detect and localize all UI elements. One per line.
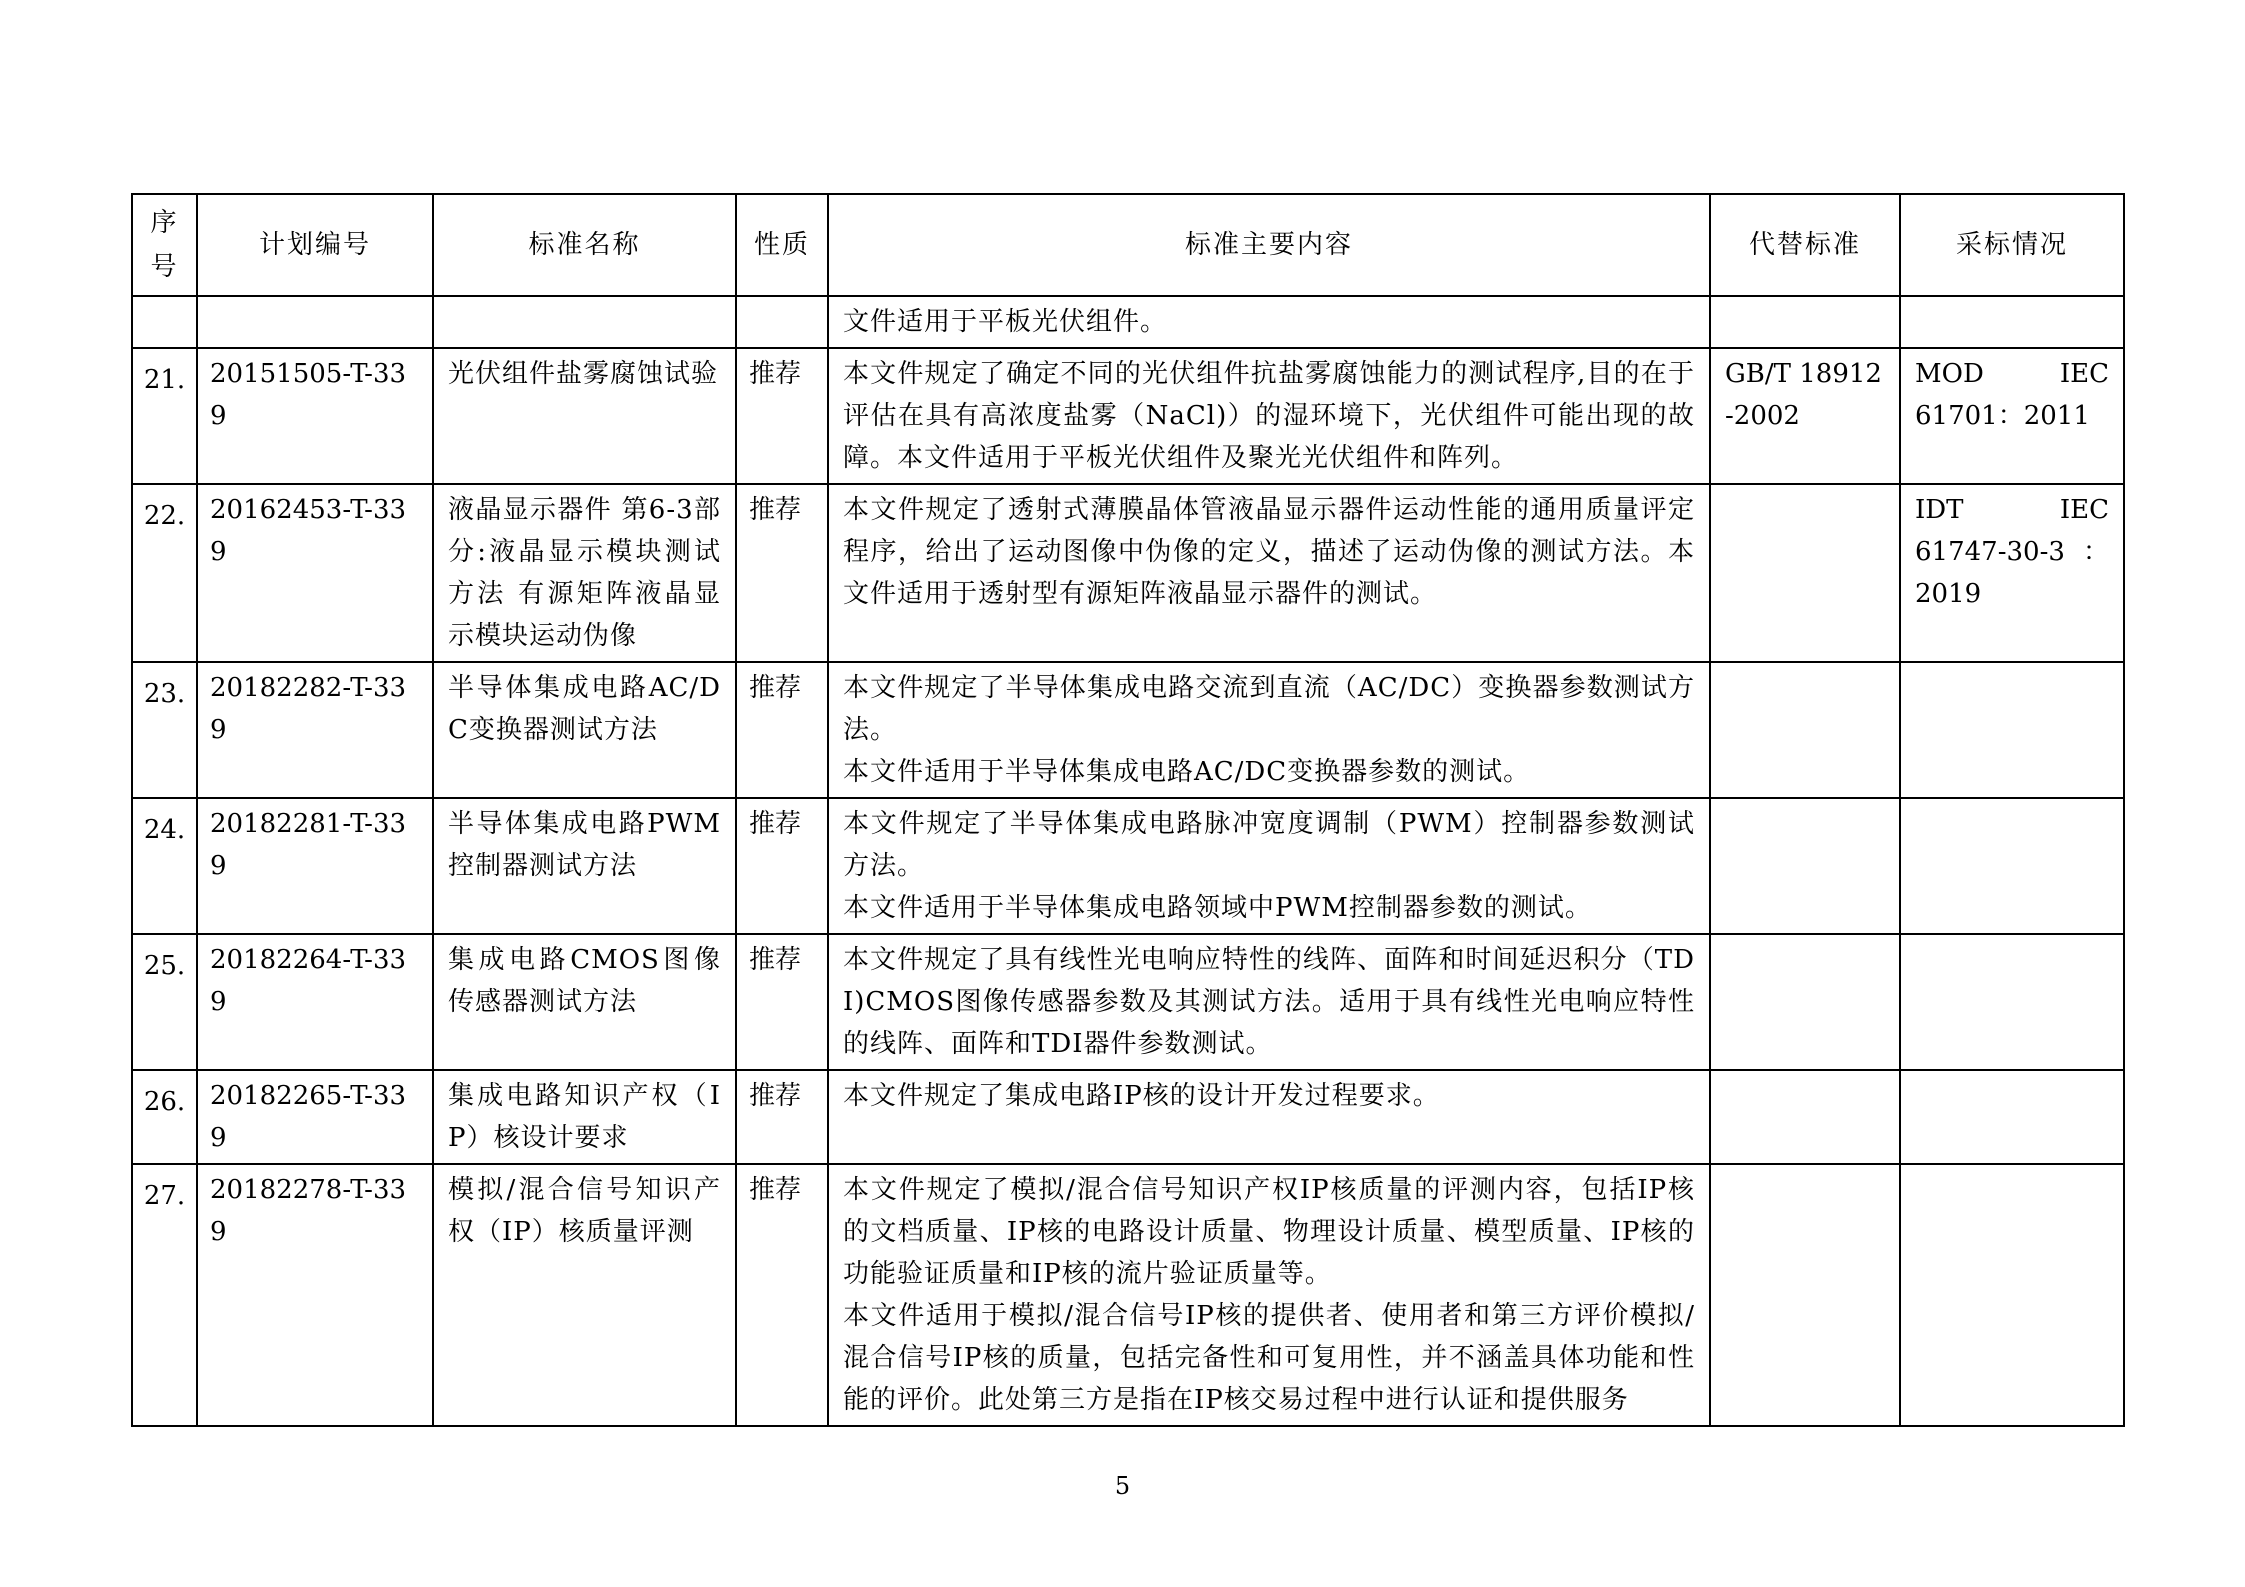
plan-number-cell: 20182278-T-339 — [197, 1164, 433, 1426]
header-nature: 性质 — [736, 194, 828, 296]
plan-number-cell: 20162453-T-339 — [197, 484, 433, 662]
content-paragraph: 本文件规定了模拟/混合信号知识产权IP核质量的评测内容，包括IP核的文档质量、IP核的电路设计质量、物理设计质量、模型质量、IP核的功能验证质量和IP核的流片验证质量等。 — [843, 1175, 1695, 1289]
main-content-cell: 本文件规定了集成电路IP核的设计开发过程要求。 — [828, 1070, 1710, 1164]
content-cell: 文件适用于平板光伏组件。 — [828, 296, 1710, 348]
table-row-continuation — [132, 296, 2124, 348]
plan-number-cell: 20182282-T-339 — [197, 662, 433, 798]
main-content-cell: 本文件规定了具有线性光电响应特性的线阵、面阵和时间延迟积分（TDI)CMOS图像传感器参数及其测试方法。适用于具有线性光电响应特性的线阵、面阵和TDI器件参数测试。 — [828, 934, 1710, 1070]
name-cell — [433, 296, 736, 348]
adoption-cell — [1900, 934, 2124, 1070]
replaced-standard-cell: GB/T 18912-2002 — [1710, 348, 1900, 484]
nature-cell: 推荐 — [736, 1070, 828, 1164]
header-adoption-status: 采标情况 — [1900, 194, 2124, 296]
plan-number-cell: 20151505-T-339 — [197, 348, 433, 484]
adoption-cell — [1900, 798, 2124, 934]
main-content-cell — [828, 798, 1710, 934]
seq-cell: 24. — [132, 798, 197, 934]
adoption-line-1 — [1915, 353, 2109, 395]
adoption-line-2 — [1915, 531, 2109, 573]
replaced-standard-cell — [1710, 934, 1900, 1070]
content-paragraph: 本文件规定了半导体集成电路脉冲宽度调制（PWM）控制器参数测试方法。 — [843, 809, 1695, 881]
table-row — [132, 798, 2124, 934]
adoption-org: IEC — [2059, 359, 2109, 389]
seq-cell — [132, 296, 197, 348]
adoption-cell — [1900, 1164, 2124, 1426]
main-content-cell: 本文件规定了透射式薄膜晶体管液晶显示器件运动性能的通用质量评定程序，给出了运动图像中伪像的定义，描述了运动伪像的测试方法。本文件适用于透射型有源矩阵液晶显示器件的测试。 — [828, 484, 1710, 662]
standard-name-cell: 液晶显示器件 第6-3部分:液晶显示模块测试方法 有源矩阵液晶显示模块运动伪像 — [433, 484, 736, 662]
seq-cell: 26. — [132, 1070, 197, 1164]
standard-name-cell: 集成电路知识产权（IP）核设计要求 — [433, 1070, 736, 1164]
adoption-code: 61747-30-3 — [1915, 537, 2065, 567]
standard-name-cell: 光伏组件盐雾腐蚀试验 — [433, 348, 736, 484]
header-seq: 序号 — [132, 194, 197, 296]
nature-cell: 推荐 — [736, 934, 828, 1070]
plan-cell — [197, 296, 433, 348]
replaced-standard-cell — [1710, 484, 1900, 662]
adopt-cell — [1900, 296, 2124, 348]
adoption-org: IEC — [2059, 495, 2109, 525]
standard-name-cell: 半导体集成电路PWM控制器测试方法 — [433, 798, 736, 934]
content-paragraph: 本文件规定了半导体集成电路交流到直流（AC/DC）变换器参数测试方法。 — [843, 673, 1695, 745]
plan-number-cell: 20182265-T-339 — [197, 1070, 433, 1164]
main-content-cell: 本文件规定了确定不同的光伏组件抗盐雾腐蚀能力的测试程序,目的在于评估在具有高浓度盐雾（NaCl)）的湿环境下，光伏组件可能出现的故障。本文件适用于平板光伏组件及聚光光伏组件和阵列。 — [828, 348, 1710, 484]
table-header-row — [132, 194, 2124, 296]
page-number: 5 — [1114, 1472, 1131, 1500]
replaced-standard-cell — [1710, 798, 1900, 934]
main-content-cell — [828, 662, 1710, 798]
replaced-standard-cell — [1710, 1164, 1900, 1426]
nature-cell: 推荐 — [736, 798, 828, 934]
table-row — [132, 348, 2124, 484]
header-plan-number: 计划编号 — [197, 194, 433, 296]
nature-cell: 推荐 — [736, 348, 828, 484]
adoption-year: 2019 — [1915, 579, 1982, 609]
header-replaced-standard: 代替标准 — [1710, 194, 1900, 296]
replace-cell — [1710, 296, 1900, 348]
table-row — [132, 1070, 2124, 1164]
nature-cell: 推荐 — [736, 484, 828, 662]
nature-cell — [736, 296, 828, 348]
table-row — [132, 934, 2124, 1070]
adoption-line-1 — [1915, 489, 2109, 531]
content-paragraph: 本文件适用于半导体集成电路领域中PWM控制器参数的测试。 — [843, 893, 1592, 923]
seq-cell: 23. — [132, 662, 197, 798]
table-row — [132, 1164, 2124, 1426]
adoption-cell — [1900, 662, 2124, 798]
plan-number-cell: 20182281-T-339 — [197, 798, 433, 934]
adoption-separator: ： — [2082, 537, 2109, 567]
adoption-code: 61701：2011 — [1915, 401, 2090, 431]
seq-cell: 25. — [132, 934, 197, 1070]
header-standard-name: 标准名称 — [433, 194, 736, 296]
plan-number-cell: 20182264-T-339 — [197, 934, 433, 1070]
replaced-standard-cell — [1710, 1070, 1900, 1164]
standard-name-cell: 集成电路CMOS图像传感器测试方法 — [433, 934, 736, 1070]
replaced-standard-cell — [1710, 662, 1900, 798]
adoption-type: MOD — [1915, 359, 1984, 389]
adoption-cell — [1900, 484, 2124, 662]
header-main-content: 标准主要内容 — [828, 194, 1710, 296]
table-row — [132, 662, 2124, 798]
nature-cell: 推荐 — [736, 662, 828, 798]
adoption-cell — [1900, 1070, 2124, 1164]
nature-cell: 推荐 — [736, 1164, 828, 1426]
standard-name-cell: 模拟/混合信号知识产权（IP）核质量评测 — [433, 1164, 736, 1426]
seq-cell: 27. — [132, 1164, 197, 1426]
content-paragraph: 本文件适用于半导体集成电路AC/DC变换器参数的测试。 — [843, 757, 1531, 787]
seq-cell: 22. — [132, 484, 197, 662]
table-row — [132, 484, 2124, 662]
adoption-type: IDT — [1915, 495, 1964, 525]
content-paragraph: 本文件适用于模拟/混合信号IP核的提供者、使用者和第三方评价模拟/混合信号IP核的质量，包括完备性和可复用性，并不涵盖具体功能和性能的评价。此处第三方是指在IP核交易过程中进行认证和提供服务 — [843, 1301, 1695, 1415]
standards-table — [131, 193, 2125, 1427]
standard-name-cell: 半导体集成电路AC/DC变换器测试方法 — [433, 662, 736, 798]
seq-cell: 21. — [132, 348, 197, 484]
adoption-cell — [1900, 348, 2124, 484]
main-content-cell — [828, 1164, 1710, 1426]
